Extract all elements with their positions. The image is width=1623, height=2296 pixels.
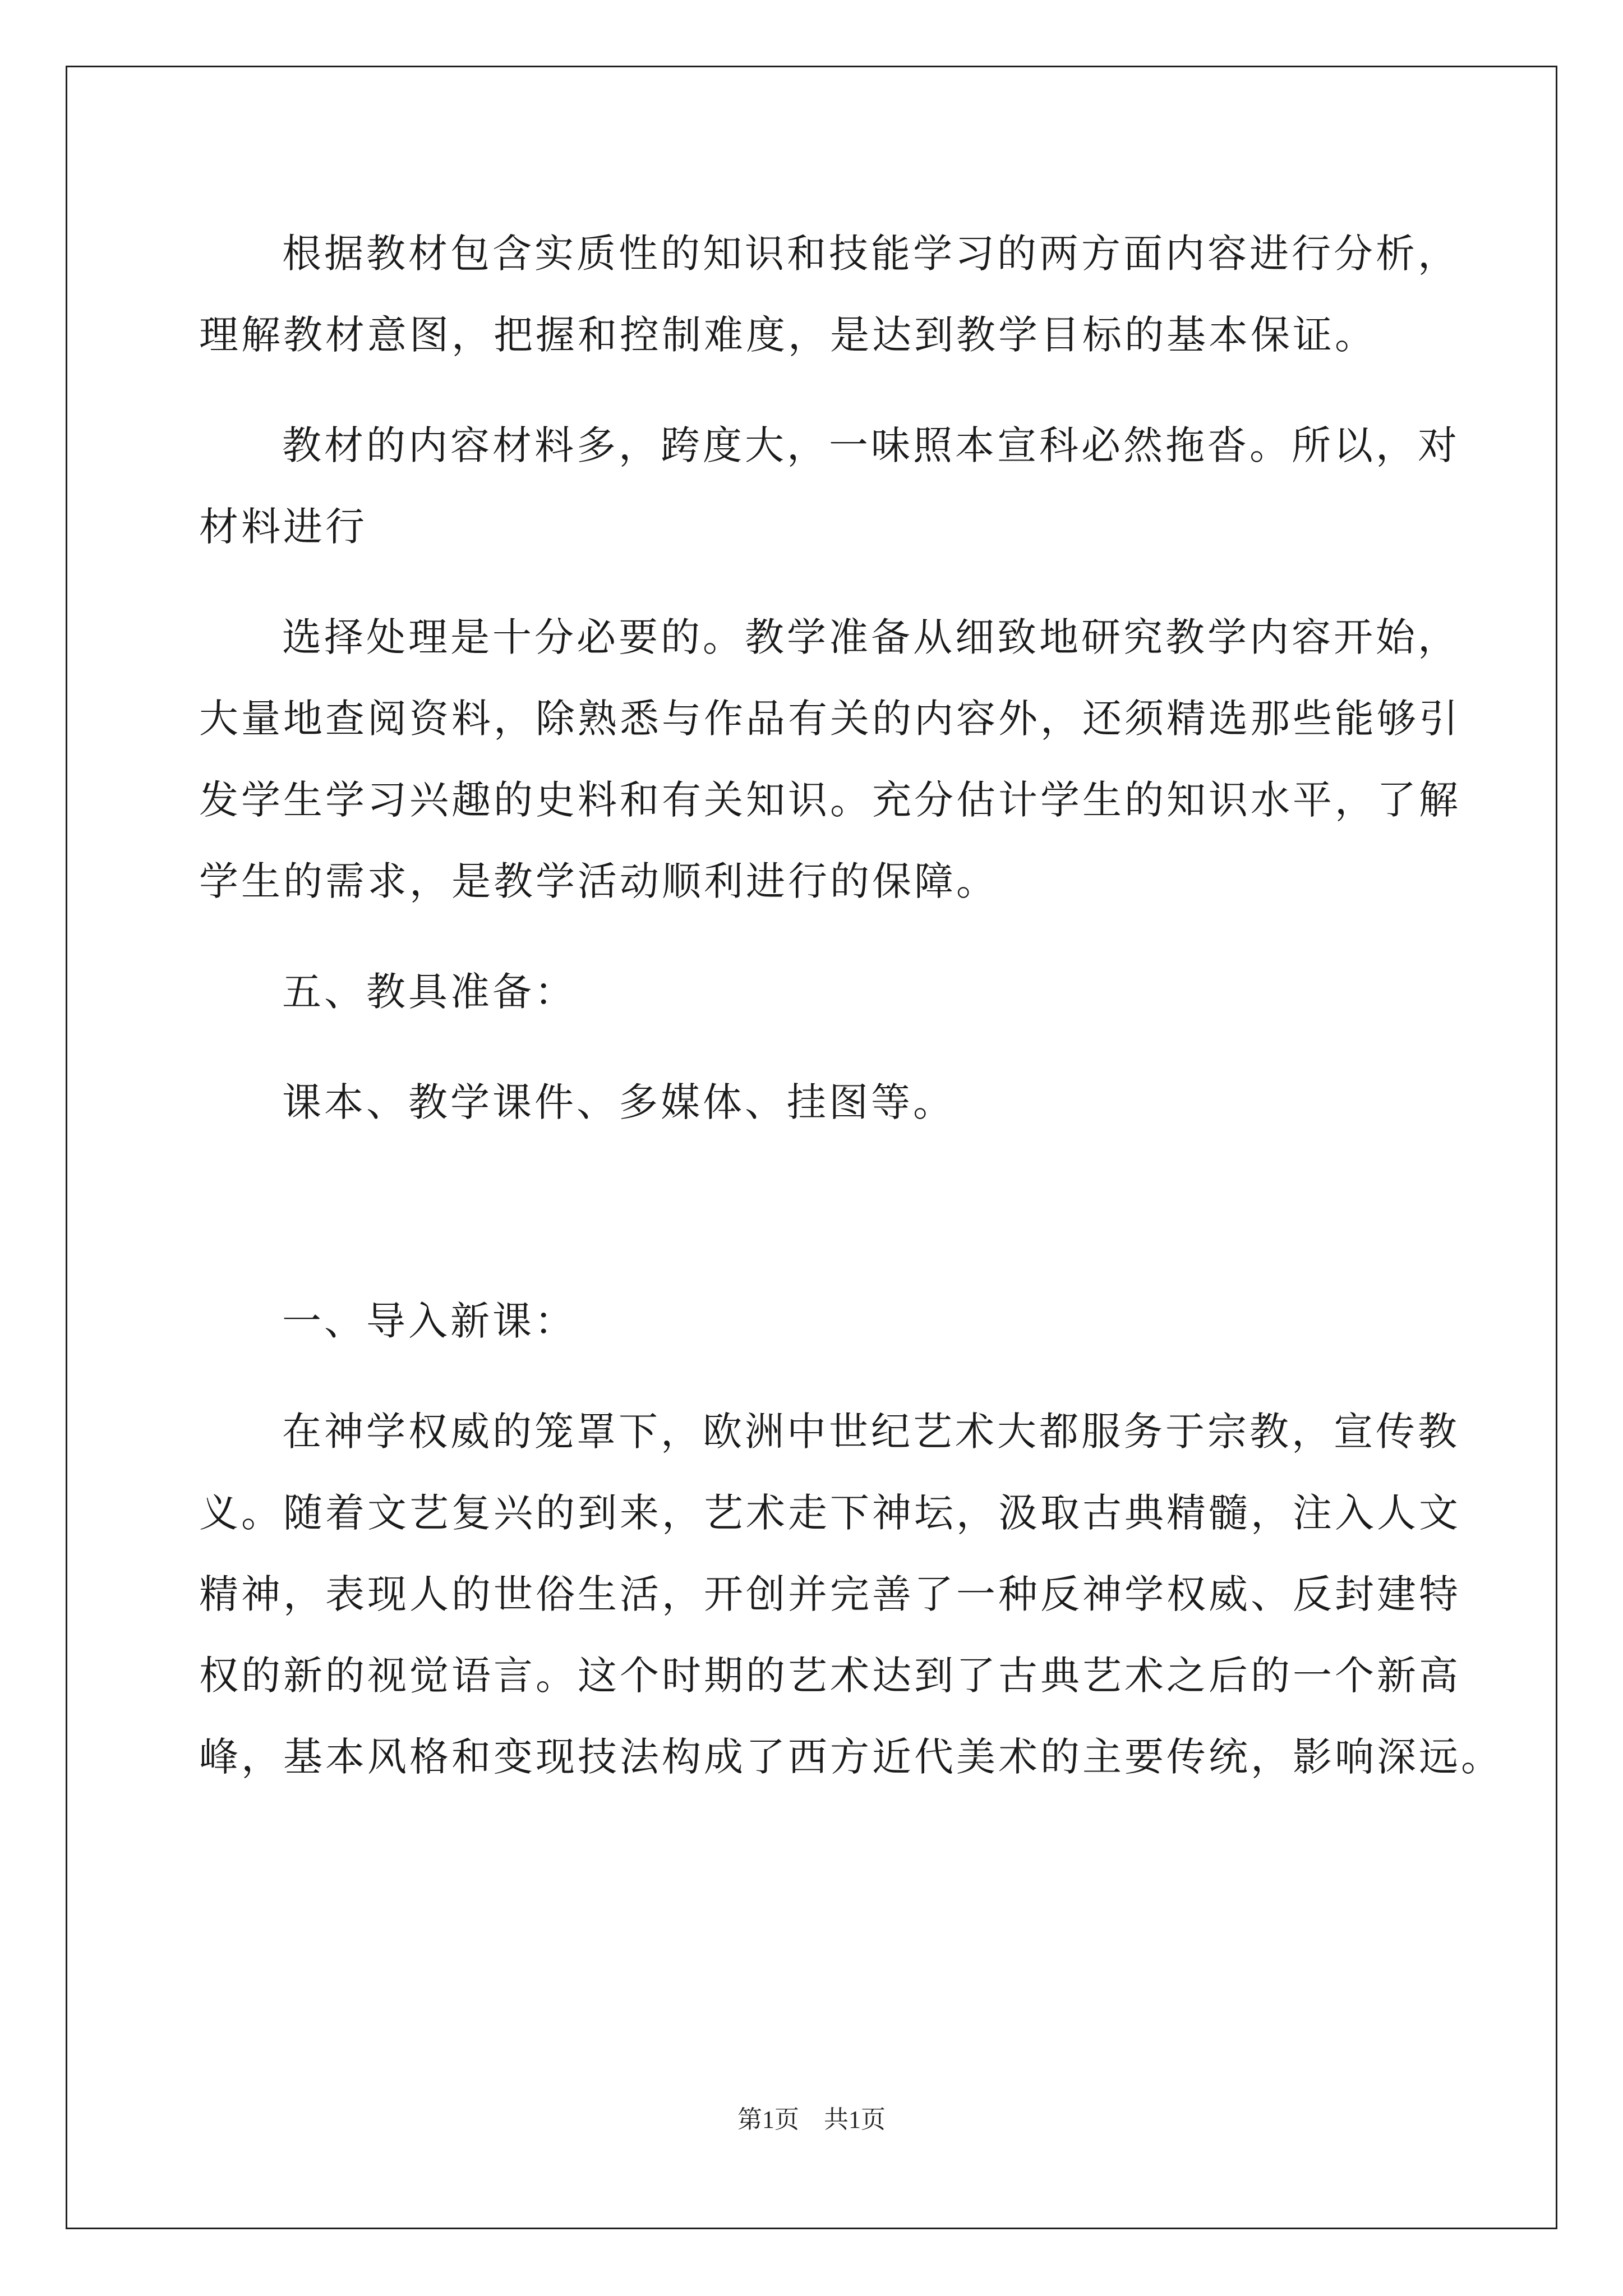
paragraph-gap: [199, 568, 1438, 597]
text-line: 课本、教学课件、多媒体、挂图等。: [282, 1079, 955, 1125]
text-line: 根据教材包含实质性的知识和技能学习的两方面内容进行分析，: [282, 231, 1460, 277]
paragraph-gap: [199, 1033, 1438, 1062]
text-line: 五、教具准备：: [282, 969, 577, 1015]
text-line: 义。随着文艺复兴的到来，艺术走下神坛，汲取古典精髓，注入人文: [199, 1490, 1461, 1536]
text-line: 峰，基本风格和变现技法构成了西方近代美术的主要传统，影响深远。: [199, 1734, 1503, 1780]
paragraph-gap: [199, 376, 1438, 405]
text-line: 选择处理是十分必要的。教学准备从细致地研究教学内容开始，: [282, 614, 1460, 660]
text-line: 发学生学习兴趣的史料和有关知识。充分估计学生的知识水平，了解: [199, 777, 1461, 823]
paragraph-gap: [199, 1143, 1438, 1281]
text-line: 精神，表现人的世俗生活，开创并完善了一种反神学权威、反封建特: [199, 1571, 1461, 1617]
text-line: 教材的内容材料多，跨度大，一味照本宣科必然拖沓。所以，对: [282, 422, 1460, 468]
text-line: 材料进行: [199, 504, 367, 550]
paragraph-gap: [199, 1362, 1438, 1391]
page-footer: 第1页 共1页: [737, 2106, 886, 2133]
text-line: 权的新的视觉语言。这个时期的艺术达到了古典艺术之后的一个新高: [199, 1653, 1461, 1699]
text-line: 学生的需求，是教学活动顺利进行的保障。: [199, 858, 998, 904]
document-body: [199, 213, 1503, 1798]
text-line: 在神学权威的笼罩下，欧洲中世纪艺术大都服务于宗教，宣传教: [282, 1409, 1460, 1455]
text-line: 理解教材意图，把握和控制难度，是达到教学目标的基本保证。: [199, 312, 1377, 358]
paragraph-gap: [199, 922, 1438, 951]
text-line: 大量地查阅资料，除熟悉与作品有关的内容外，还须精选那些能够引: [199, 696, 1461, 742]
text-line: 一、导入新课：: [282, 1298, 577, 1344]
